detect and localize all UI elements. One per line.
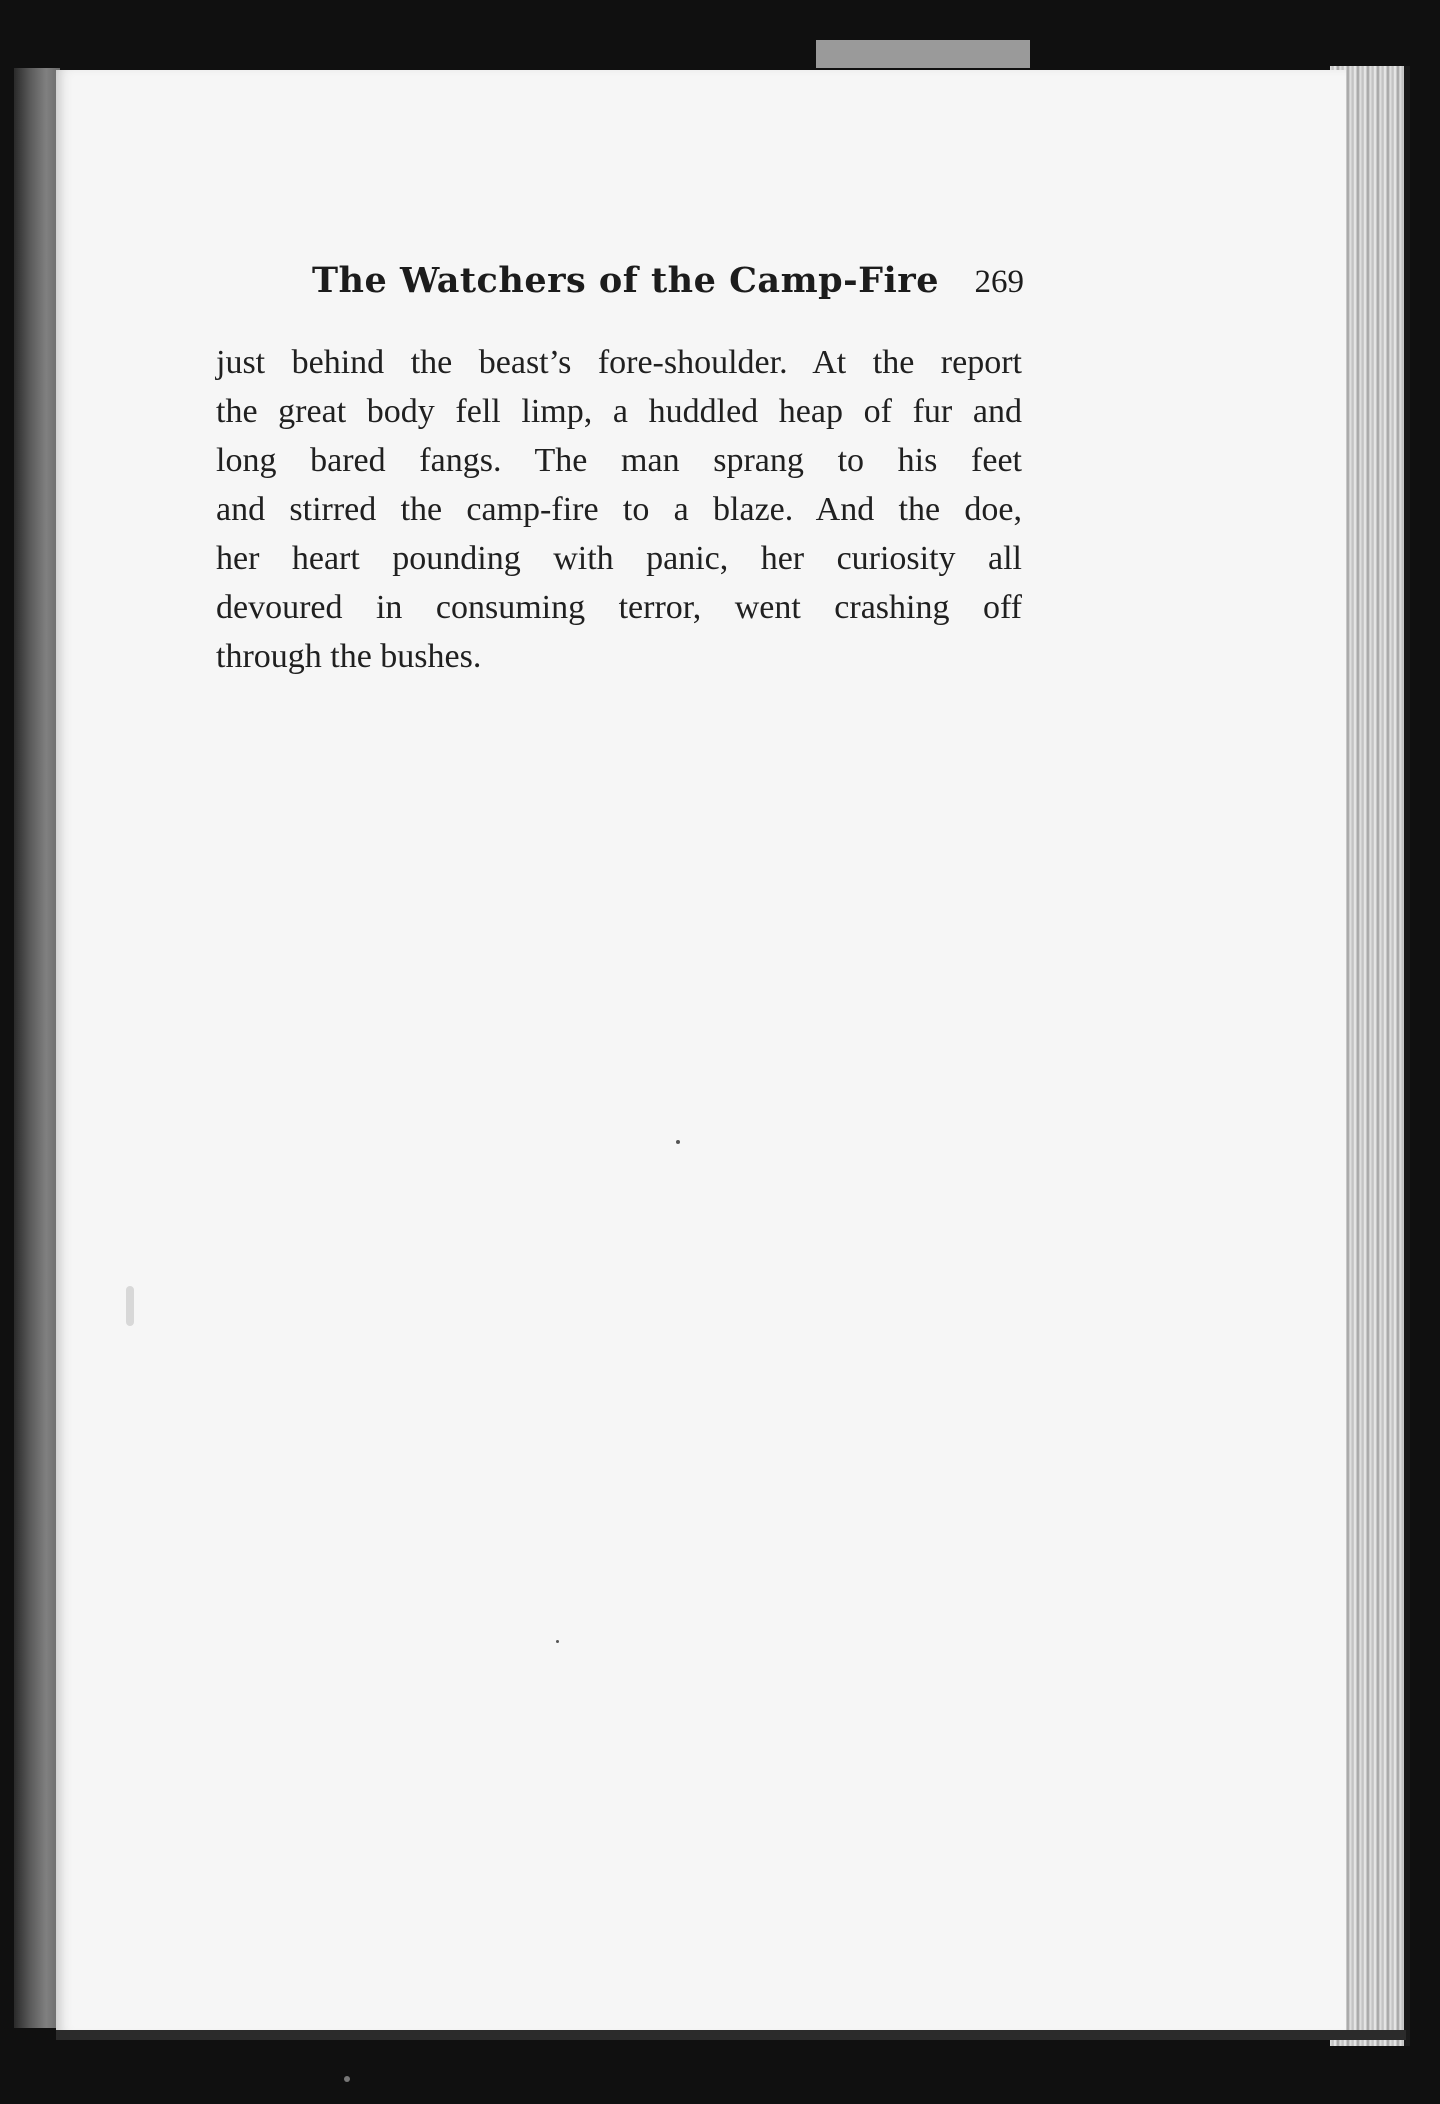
running-head bbox=[312, 260, 1024, 312]
facing-page-edge bbox=[14, 68, 60, 2028]
text-line: her heart pounding with panic, her curiosity all bbox=[216, 540, 1022, 577]
paper-speck bbox=[676, 1140, 680, 1144]
text-line: and stirred the camp-fire to a blaze. And the doe, bbox=[216, 491, 1022, 528]
text-line: devoured in consuming terror, went crashing off bbox=[216, 589, 1022, 626]
body-paragraph bbox=[216, 338, 1022, 681]
running-head-title: The Watchers of the Camp-Fire bbox=[312, 260, 939, 301]
page-number: 269 bbox=[974, 264, 1024, 300]
scanner-tab bbox=[816, 40, 1030, 68]
paper-smudge bbox=[126, 1286, 134, 1326]
text-line: just behind the beast’s fore-shoulder. At the report bbox=[216, 344, 1022, 381]
paper-speck bbox=[556, 1640, 559, 1643]
paper-speck bbox=[344, 2076, 350, 2082]
page-bottom-shadow bbox=[56, 2030, 1406, 2040]
text-line: long bared fangs. The man sprang to his feet bbox=[216, 442, 1022, 479]
text-line: the great body fell limp, a huddled heap of fur and bbox=[216, 393, 1022, 430]
text-line: through the bushes. bbox=[216, 638, 482, 675]
